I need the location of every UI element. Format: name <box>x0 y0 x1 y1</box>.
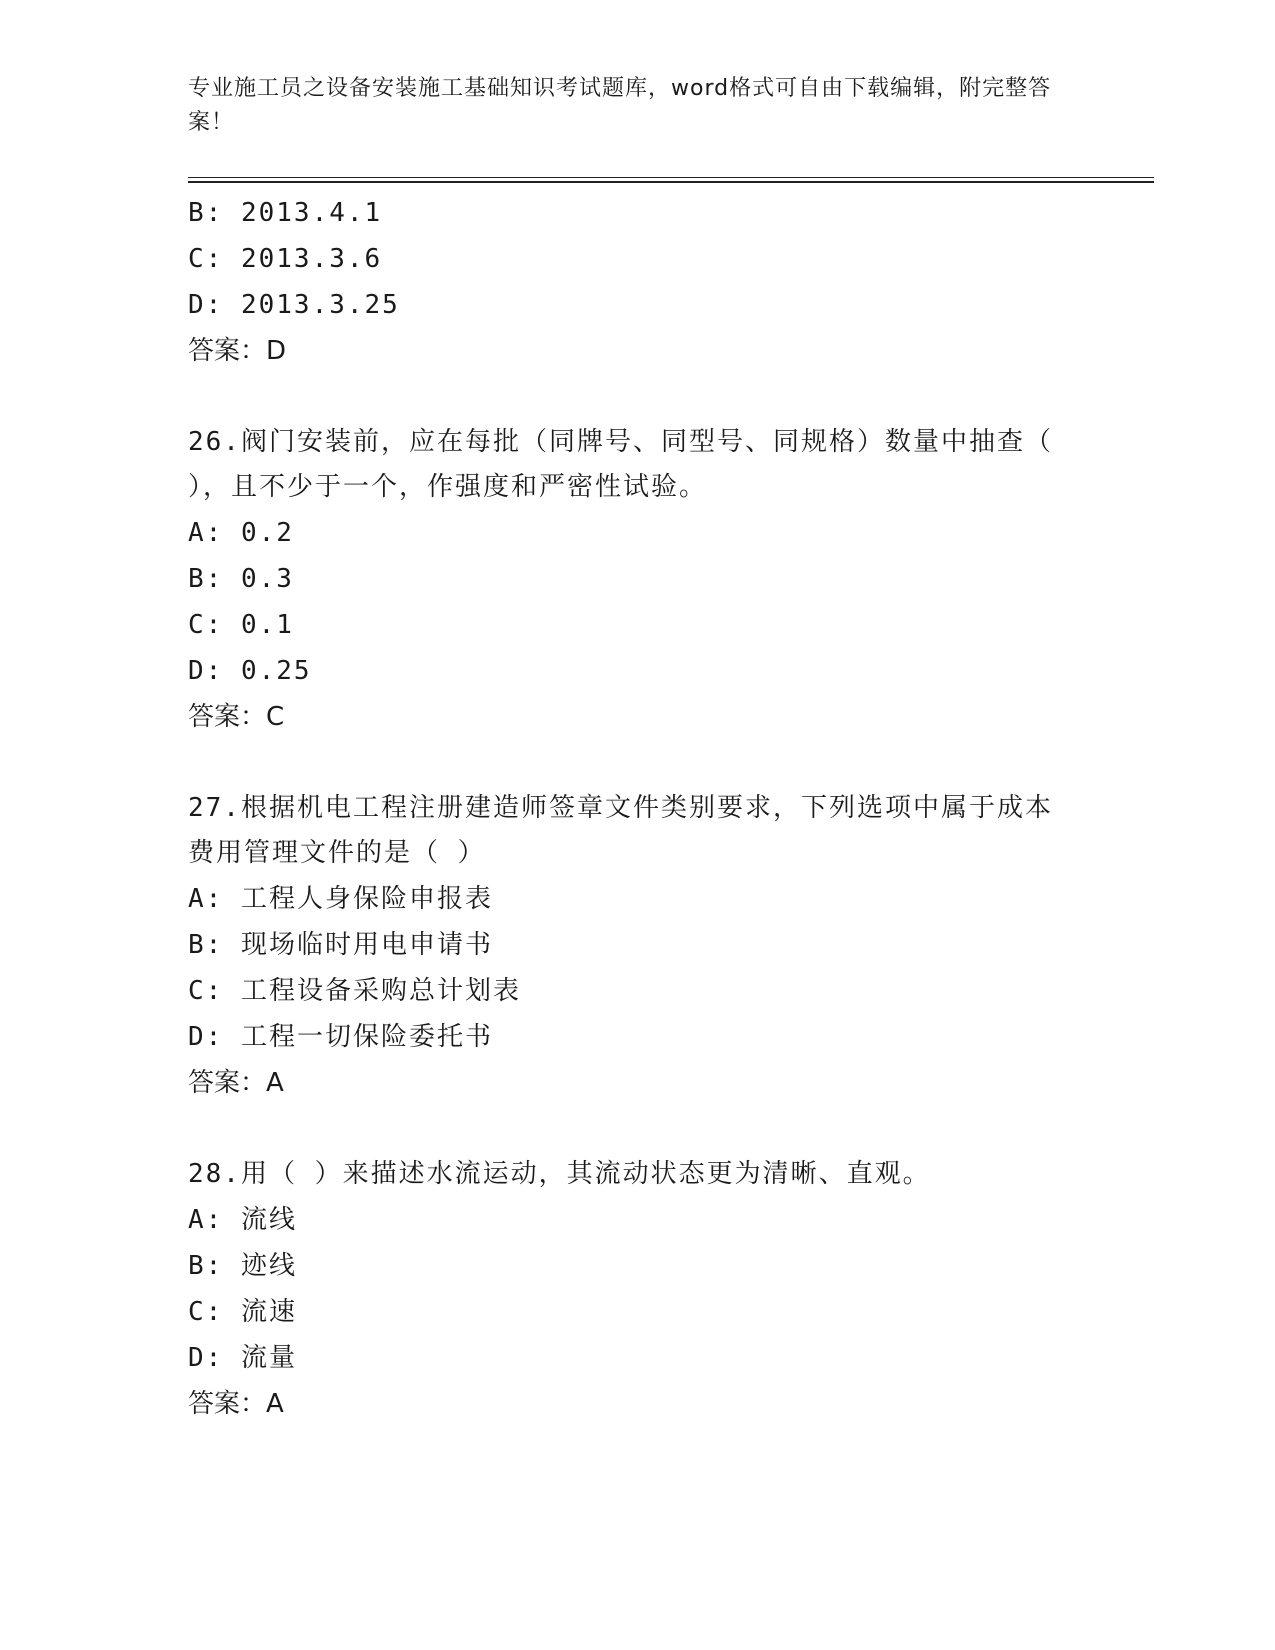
document-title: 专业施工员之设备安装施工基础知识考试题库，word格式可自由下载编辑，附完整答案！ <box>188 76 1052 135</box>
question-stem-line: ），且不少于一个，作强度和严密性试验。 <box>188 472 708 502</box>
question-stem <box>188 420 1088 510</box>
option-d: D: 工程一切保险委托书 <box>188 1022 493 1052</box>
answer-line: 答案：A <box>188 1068 284 1098</box>
question-block-26 <box>188 420 1088 740</box>
question-block-28 <box>188 1152 1088 1427</box>
option-b: B: 2013.4.1 <box>188 198 383 228</box>
answer-line: 答案：D <box>188 336 287 366</box>
question-block-25-tail <box>188 190 1088 374</box>
option-c: C: 工程设备采购总计划表 <box>188 976 521 1006</box>
option-d: D: 流量 <box>188 1343 297 1373</box>
question-stem-line: 26.阀门安装前，应在每批（同牌号、同型号、同规格）数量中抽查（ <box>188 427 1053 457</box>
question-stem-line: 27.根据机电工程注册建造师签章文件类别要求，下列选项中属于成本 <box>188 793 1053 823</box>
option-a: A: 工程人身保险申报表 <box>188 884 493 914</box>
option-a: A: 0.2 <box>188 518 294 548</box>
question-stem <box>188 1152 1088 1197</box>
question-stem-line: 费用管理文件的是（ ） <box>188 838 486 868</box>
option-c: C: 2013.3.6 <box>188 244 383 274</box>
option-d: D: 0.25 <box>188 656 312 686</box>
answer-line: 答案：C <box>188 702 285 732</box>
option-c: C: 流速 <box>188 1297 297 1327</box>
spacer <box>188 740 1088 786</box>
option-a: A: 流线 <box>188 1205 297 1235</box>
header-rule-thin <box>188 177 1154 178</box>
spacer <box>188 374 1088 420</box>
spacer <box>188 1106 1088 1152</box>
document-body <box>188 190 1088 1427</box>
option-d: D: 2013.3.25 <box>188 290 400 320</box>
option-b: B: 迹线 <box>188 1251 297 1281</box>
answer-line: 答案：A <box>188 1389 284 1419</box>
option-b: B: 0.3 <box>188 564 294 594</box>
option-b: B: 现场临时用电申请书 <box>188 930 493 960</box>
question-block-27 <box>188 786 1088 1106</box>
header-rule-thick <box>188 181 1154 183</box>
option-c: C: 0.1 <box>188 610 294 640</box>
page-header <box>188 72 1078 140</box>
question-stem-line: 28.用（ ）来描述水流运动，其流动状态更为清晰、直观。 <box>188 1159 931 1189</box>
question-stem <box>188 786 1088 876</box>
